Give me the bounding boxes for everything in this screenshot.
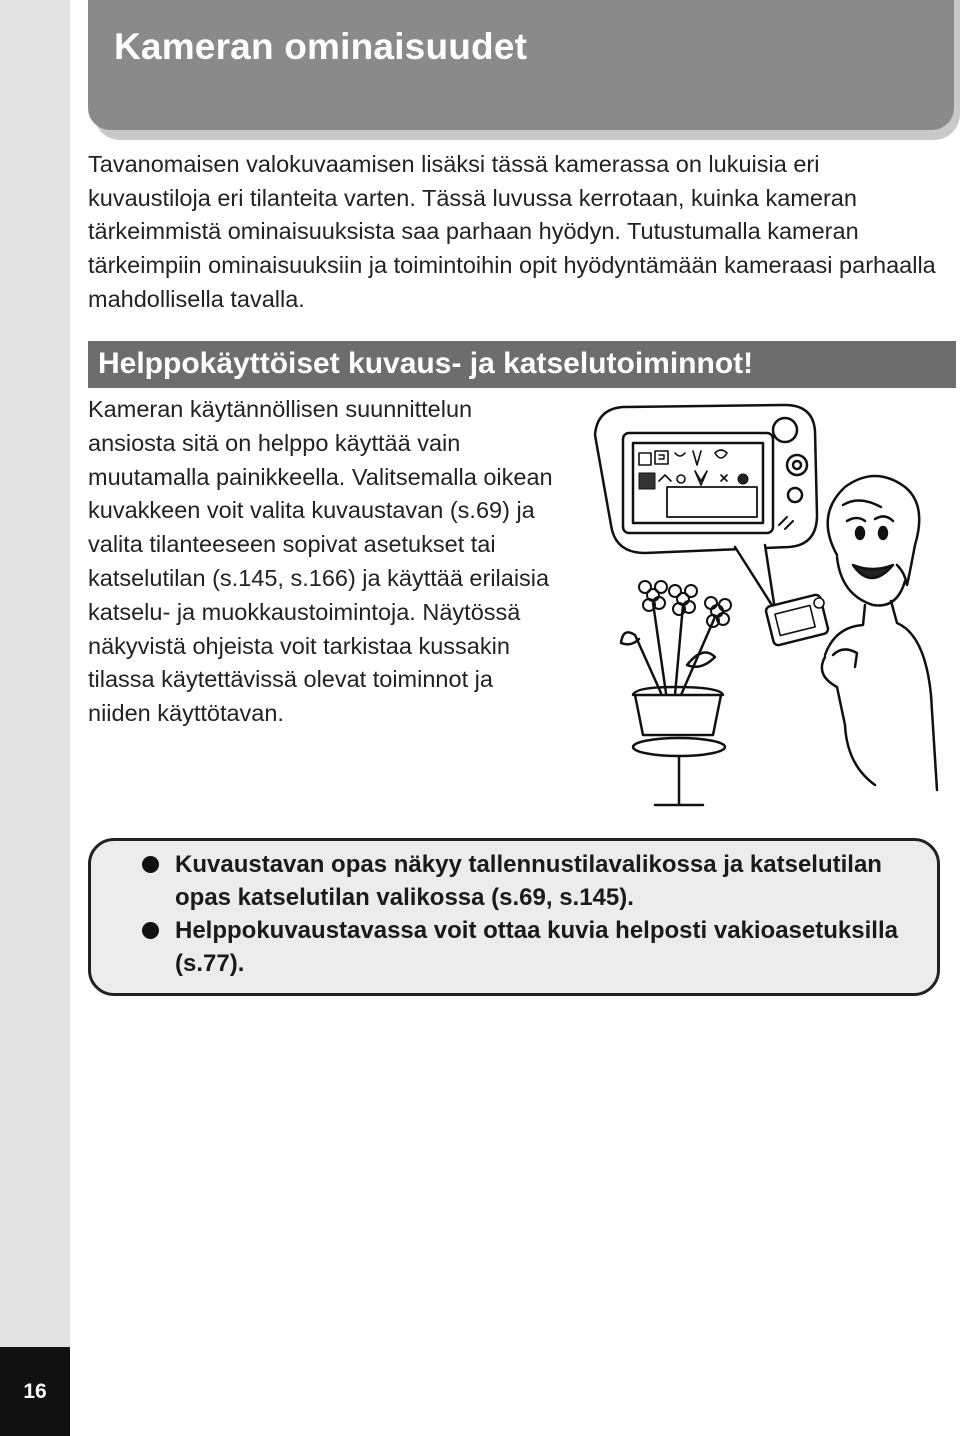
section-body: Kameran käytännöllisen suunnittelun ansiosta sitä on helppo käyttää vain muutamalla painikkeella. Valitsemalla oikean kuvakkeen voit valita kuvaustavan (s.69) ja valita tilanteeseen sopivat asetukset tai katselutilan (s.145, s.166) ja käyttää erilaisia katselu- ja muokkaustoimintoja. Näytössä näkyvistä ohjeista voit tarkistaa kussakin tilassa käytettävissä olevat toiminnot ja niiden käyttötavan. <box>88 396 553 727</box>
bullet-icon <box>142 856 159 873</box>
note-text: Helppokuvaustavassa voit ottaa kuvia helposti vakioasetuksilla (s.77). <box>175 917 898 977</box>
section-heading: Helppokäyttöiset kuvaus- ja katselutoiminnot! <box>98 347 754 380</box>
flower-pot-icon <box>621 581 731 805</box>
note-list <box>140 848 900 980</box>
note-item <box>140 914 900 980</box>
camera-illustration <box>575 395 960 815</box>
note-item <box>140 848 900 914</box>
woman-figure <box>822 476 937 790</box>
intro-paragraph: Tavanomaisen valokuvaamisen lisäksi tässä kamerassa on lukuisia eri kuvaustiloja eri tilanteita varten. Tässä luvussa kerrotaan, kuinka kameran tärkeimmistä ominaisuuksista saa parhaan hyödyn. Tutustumalla kameran tärkeimpiin ominaisuuksiin ja toimintoihin opit hyödyntämään kameraasi parhaalla mahdollisella tavalla. <box>88 151 936 312</box>
page-number: 16 <box>0 1347 70 1436</box>
page-title: Kameran ominaisuudet <box>114 26 528 67</box>
camera-closeup-icon <box>595 405 817 610</box>
note-text: Kuvaustavan opas näkyy tallennustilavalikossa ja katselutilan opas katselutilan valikossa (s.69, s.145). <box>175 851 882 911</box>
side-strip <box>0 0 70 1436</box>
bullet-icon <box>142 922 159 939</box>
